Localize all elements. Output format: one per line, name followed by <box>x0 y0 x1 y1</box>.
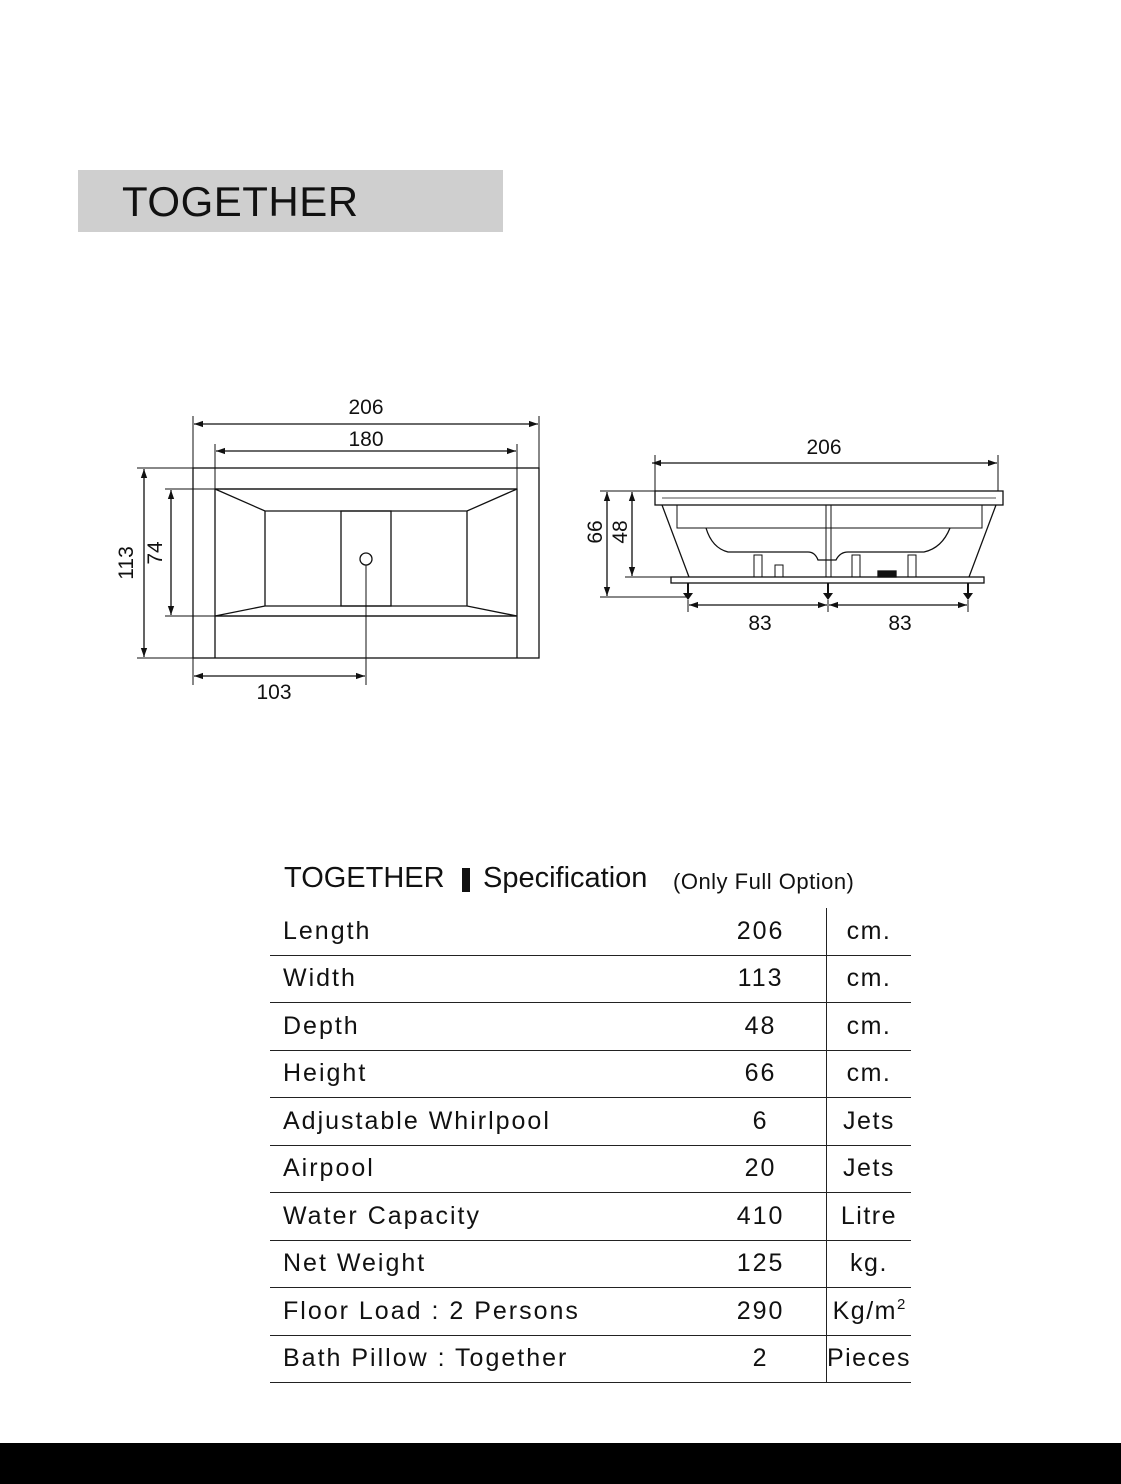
spec-unit: cm. <box>826 908 911 955</box>
spec-unit-text: Kg/m <box>832 1297 897 1326</box>
dim-label-leg-spacing-right: 83 <box>888 612 912 635</box>
table-row <box>270 1288 911 1336</box>
spec-unit: Jets <box>826 1145 911 1193</box>
heading-separator-bar <box>462 868 470 892</box>
dim-label-overall-width: 113 <box>115 546 138 580</box>
dim-label-inner-width: 74 <box>144 541 167 565</box>
spec-label: Bath Pillow : Together <box>270 1335 695 1383</box>
table-row <box>270 1098 911 1146</box>
spec-unit: cm. <box>826 1050 911 1098</box>
spec-label: Depth <box>270 1003 695 1051</box>
spec-label: Water Capacity <box>270 1193 695 1241</box>
spec-unit-superscript: 2 <box>896 1296 906 1314</box>
table-row <box>270 1335 911 1383</box>
spec-title: Specification <box>483 862 648 894</box>
dim-label-side-length: 206 <box>806 436 842 459</box>
dim-label-overall-length: 206 <box>348 396 384 419</box>
spec-value: 113 <box>695 955 826 1003</box>
spec-label: Length <box>270 908 695 955</box>
table-row <box>270 1193 911 1241</box>
footer-bar <box>0 1443 1121 1484</box>
spec-unit: Litre <box>826 1193 911 1241</box>
spec-subtitle: (Only Full Option) <box>673 869 855 894</box>
spec-value: 6 <box>695 1098 826 1146</box>
spec-label: Floor Load : 2 Persons <box>270 1288 695 1336</box>
table-row <box>270 1003 911 1051</box>
specification-section <box>270 858 911 1383</box>
table-row <box>270 1050 911 1098</box>
spec-value: 410 <box>695 1193 826 1241</box>
spec-unit: Pieces <box>826 1335 911 1383</box>
spec-label: Width <box>270 955 695 1003</box>
spec-value: 20 <box>695 1145 826 1193</box>
product-title: TOGETHER <box>122 178 359 225</box>
spec-label: Airpool <box>270 1145 695 1193</box>
table-row <box>270 1240 911 1288</box>
drain-icon <box>360 553 372 565</box>
spec-unit: kg. <box>826 1240 911 1288</box>
spec-label: Height <box>270 1050 695 1098</box>
tub-base-frame <box>671 577 984 583</box>
dim-label-leg-spacing-left: 83 <box>748 612 772 635</box>
spec-value: 48 <box>695 1003 826 1051</box>
dim-label-depth: 48 <box>609 520 632 544</box>
spec-value: 125 <box>695 1240 826 1288</box>
spec-value: 290 <box>695 1288 826 1336</box>
dim-label-drain-offset: 103 <box>256 681 292 704</box>
spec-unit: cm. <box>826 955 911 1003</box>
side-view <box>600 455 1003 612</box>
spec-unit: cm. <box>826 1003 911 1051</box>
leg-foot-icon <box>963 593 973 600</box>
spec-unit: Jets <box>826 1098 911 1146</box>
spec-label: Net Weight <box>270 1240 695 1288</box>
table-row <box>270 1145 911 1193</box>
table-row <box>270 908 911 955</box>
spec-value: 66 <box>695 1050 826 1098</box>
table-row <box>270 955 911 1003</box>
spec-heading <box>270 858 911 908</box>
spec-label: Adjustable Whirlpool <box>270 1098 695 1146</box>
spec-value: 2 <box>695 1335 826 1383</box>
top-view <box>137 416 539 685</box>
spec-table <box>270 908 911 1383</box>
dim-label-inner-length: 180 <box>348 428 384 451</box>
spec-unit <box>826 1288 911 1336</box>
spec-product-name: TOGETHER <box>284 862 445 894</box>
basin-slope-top <box>215 489 517 511</box>
spec-value: 206 <box>695 908 826 955</box>
leg-foot-icon <box>823 593 833 600</box>
apron-left <box>662 505 689 577</box>
dim-label-height: 66 <box>584 520 607 544</box>
